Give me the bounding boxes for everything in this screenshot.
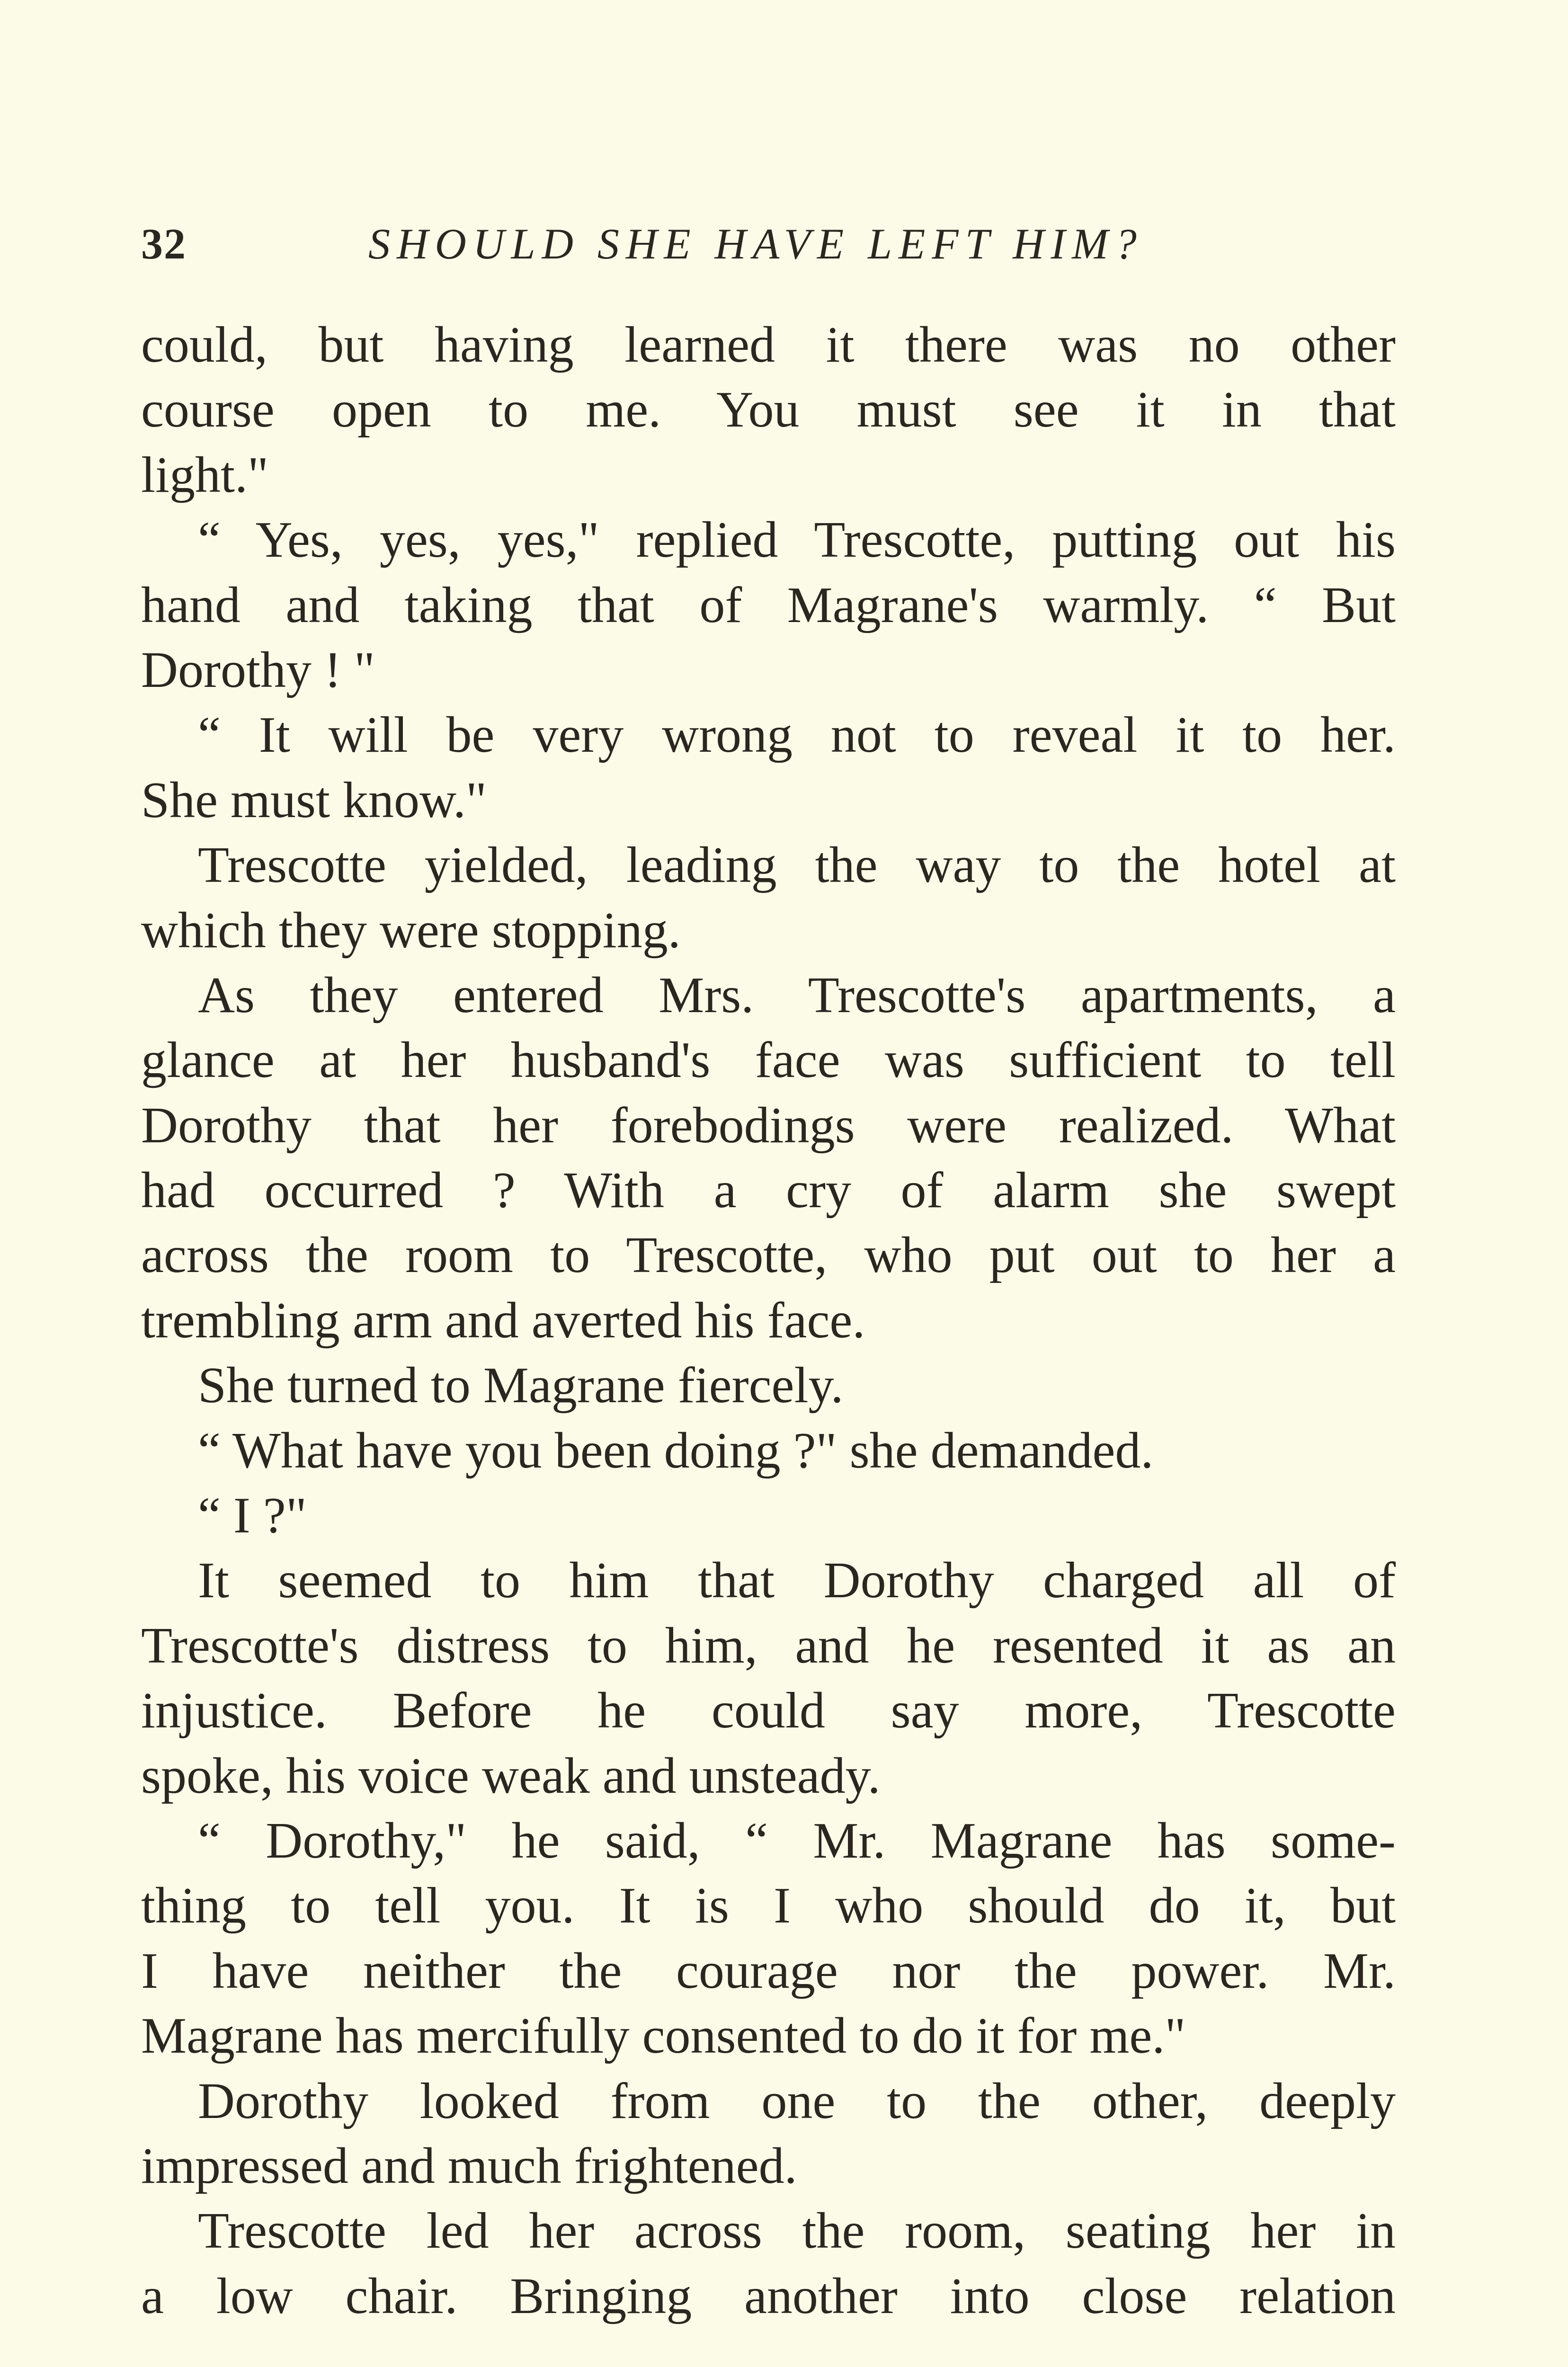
text-line: She turned to Magrane fiercely. xyxy=(198,1357,844,1414)
text-line: Dorothy looked from one to the other, deeply xyxy=(198,2073,1396,2129)
text-line: impressed and much frightened. xyxy=(141,2137,797,2194)
text-line: thing to tell you. It is I who should do it, but xyxy=(141,1878,1396,1934)
text-line: “ I ?" xyxy=(198,1487,307,1544)
text-line: which they were stopping. xyxy=(141,902,681,959)
text-line: glance at her husband's face was sufficient to tell xyxy=(141,1032,1396,1089)
text-line: had occurred ? With a cry of alarm she swept xyxy=(141,1162,1396,1219)
body-text xyxy=(141,312,1396,2329)
text-line: “ It will be very wrong not to reveal it to her. xyxy=(198,707,1396,764)
text-line: “ Dorothy," he said, “ Mr. Magrane has some- xyxy=(198,1812,1396,1869)
text-line: trembling arm and averted his face. xyxy=(141,1292,865,1349)
text-line: Magrane has mercifully consented to do it for me." xyxy=(141,2008,1186,2064)
text-line: across the room to Trescotte, who put out to her a xyxy=(141,1227,1396,1284)
text-line: Trescotte yielded, leading the way to the hotel at xyxy=(198,837,1396,894)
text-line: I have neither the courage nor the power. Mr. xyxy=(141,1942,1396,1999)
text-line: hand and taking that of Magrane's warmly. “ But xyxy=(141,577,1396,633)
text-line: Trescotte led her across the room, seating her in xyxy=(198,2203,1396,2260)
text-line: It seemed to him that Dorothy charged all of xyxy=(198,1552,1396,1609)
page-header xyxy=(141,208,1396,279)
text-line: “ Yes, yes, yes," replied Trescotte, putting out his xyxy=(198,512,1396,569)
text-line: could, but having learned it there was no other xyxy=(141,317,1396,373)
text-line: Dorothy ! " xyxy=(141,641,375,698)
text-line: Dorothy that her forebodings were realized. What xyxy=(141,1097,1396,1154)
text-line: injustice. Before he could say more, Trescotte xyxy=(141,1682,1396,1739)
text-line: As they entered Mrs. Trescotte's apartments, a xyxy=(198,967,1396,1023)
text-line: light." xyxy=(141,446,269,503)
text-line: She must know." xyxy=(141,772,487,828)
text-line: spoke, his voice weak and unsteady. xyxy=(141,1747,881,1804)
text-line: Trescotte's distress to him, and he resented it as an xyxy=(141,1617,1396,1674)
running-title: SHOULD SHE HAVE LEFT HIM? xyxy=(368,220,1143,268)
text-line: course open to me. You must see it in that xyxy=(141,382,1396,438)
page-number: 32 xyxy=(141,220,187,268)
text-line: “ What have you been doing ?" she demanded. xyxy=(198,1422,1154,1479)
text-line: a low chair. Bringing another into close relation xyxy=(141,2268,1396,2324)
